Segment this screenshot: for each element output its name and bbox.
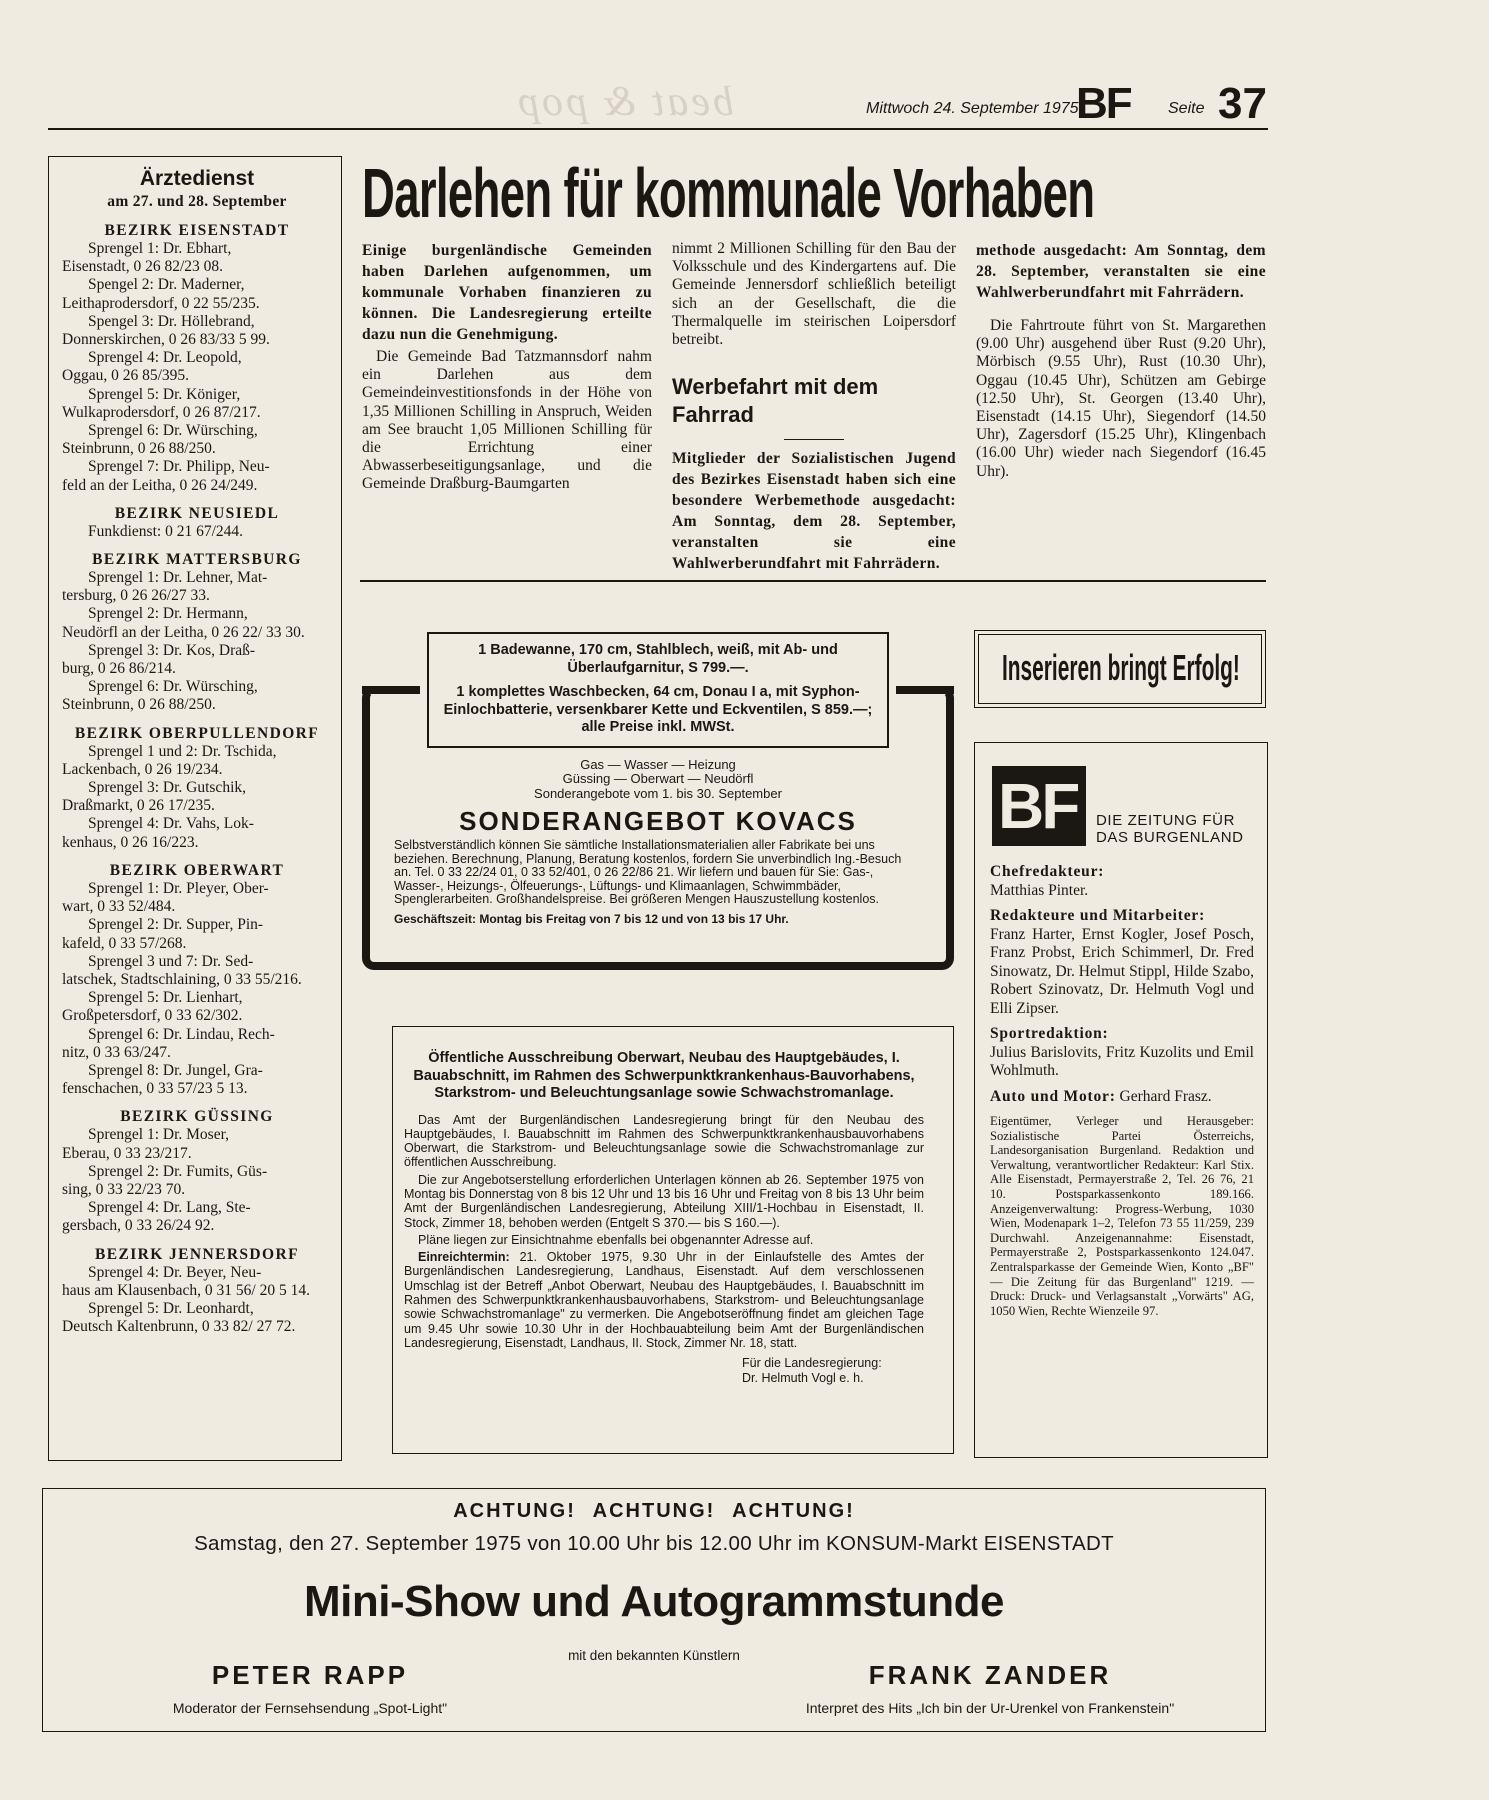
district-heading: BEZIRK JENNERSDORF [95,1245,299,1263]
impressum-owner: Eigentümer, Verleger und Herausgeber: Sozialistische Partei Österreichs, Landesorganisation Burgenland. Redaktion und Verwaltung, verantwortlicher Redakteur: Karl Stix. Alle Eisenstadt, Permayerstraße 2, Tel. 26 76, 21 10. Postsparkassenkonto 189.166. Anzeigenverwaltung: Progress-Werbung, 1030 Wien, Modenapark 1–2, Telefon 73 55 11/259, 239 Durchwahl. Anzeigenannahme: Eisenstadt, Permayerstraße 2, Postsparkassenkonto 124.047. Zentralsparkasse der Gemeinde Wien, Konto „BF" — Die Zeitung für das Burgenland" 1219. — Druck: Druck- und Verlagsanstalt „Vorwärts" AG, 1050 Wien, Rechte Wienzeile 97. [990,1114,1254,1318]
doctor-entry-address: Oggau, 0 26 85/395. [62,367,190,385]
doctor-entry [62,1264,332,1300]
doctor-entry-line: Sprengel 2: Dr. Hermann, [88,605,248,623]
article-col-3 [976,240,1266,481]
doctor-entry-address: haus am Klausenbach, 0 31 56/ 20 5 14. [62,1281,310,1299]
artist-2-name: FRANK ZANDER [868,1660,1112,1690]
doctor-entry-line: Sprengel 2: Dr. Supper, Pin- [88,916,264,934]
article-lead2-cont: methode ausgedacht: Am Sonntag, dem 28. September, veranstalten sie eine Wahlwerberundfahrt mit Fahrrädern. [976,242,1266,301]
doctor-entry-address: burg, 0 26 86/214. [62,660,176,678]
doctor-entry-address: gersbach, 0 33 26/24 92. [62,1217,215,1235]
impressum-red-label: Redakteure und Mitarbeiter: [990,907,1206,924]
district-heading: BEZIRK NEUSIEDL [114,504,280,522]
doctor-entry [62,569,332,605]
doctor-entry-address: Wulkaprodersdorf, 0 26 87/217. [62,403,261,421]
tender-p4 [404,1250,924,1350]
doctor-entry [62,1062,332,1098]
impressum-red: Franz Harter, Ernst Kogler, Josef Posch, Franz Probst, Erich Schimmerl, Dr. Fred Sinowatz, Dr. Helmut Stippl, Hilde Szabo, Robert Szinovatz, Dr. Helmuth Vogl und Elli Zipser. [990,925,1254,1017]
district-heading: BEZIRK MATTERSBURG [92,551,302,569]
doctor-entry [62,605,332,641]
tender-title: Öffentliche Ausschreibung Oberwart, Neubau des Hauptgebäudes, I. Bauabschnitt, im Rahmen des Schwerpunktkrankenhaus-Bauvorhabens, Starkstrom- und Beleuchtungsanlage sowie Schwachstromanlage. [413,1050,915,1101]
artist-1-name: PETER RAPP [211,1660,409,1690]
doctor-entry-address: feld an der Leitha, 0 26 24/249. [62,476,258,494]
doctor-entry-address: Steinbrunn, 0 26 88/250. [62,440,216,458]
kovacs-hours: Geschäftszeit: Montag bis Freitag von 7 bis 12 und von 13 bis 17 Uhr. [394,911,789,926]
district-list [62,221,332,1336]
article-p3: Die Fahrtroute führt von St. Margarethen (9.00 Uhr) ausgehend über Rust (9.20 Uhr), Mörbisch (9.55 Uhr), Rust (10.30 Uhr), Oggau (10.45 Uhr), Schützen am Gebirge (12.50 Uhr), St. Georgen (13.40 Uhr), Eisenstadt (14.15 Uhr), Siegendorf (14.50 Uhr), Zagersdorf (15.25 Uhr), Klingenbach (16.00 Uhr) wieder nach Siegendorf (16.45 Uhr). [976,317,1266,480]
article-lead2: Mitglieder der Sozialistischen Jugend des Bezirkes Eisenstadt haben sich eine besondere Werbemethode ausgedacht: Am Sonntag, dem 28. September, veranstalten sie eine Wahlwerberundfahrt mit Fahrrädern. [672,450,956,573]
doctor-entry-address: Deutsch Kaltenbrunn, 0 33 82/ 27 72. [62,1318,296,1336]
artist-2-desc: Interpret des Hits „Ich bin der Ur-Urenkel von Frankenstein" [805,1700,1175,1716]
doctor-entry-line: Funkdienst: 0 21 67/244. [88,522,244,540]
doctor-entry-address: Steinbrunn, 0 26 88/250. [62,696,216,714]
doctor-entry-line: Sprengel 6: Dr. Lindau, Rech- [88,1025,275,1043]
kovacs-body [394,758,922,927]
tender-p1: Das Amt der Burgenländischen Landesregierung bringt für den Neubau des Hauptgebäudes, I. Bauabschnitt im Rahmen des Schwerpunktkrankenhausbauvorhabens Oberwart, die Starkstrom- und Beleuchtungsanlage sowie die Schwachstromanlage zur öffentlichen Ausschreibung. [404,1112,924,1170]
impressum-tagline-1: DIE ZEITUNG FÜR [1096,812,1235,829]
kovacs-towns: Güssing — Oberwart — Neudörfl [562,771,754,786]
doctor-entry-line: Sprengel 5: Dr. Königer, [88,385,241,403]
doctor-entry [62,1126,332,1162]
doctor-entry-address: tersburg, 0 26 26/27 33. [62,587,210,605]
doctor-entry [62,1199,332,1235]
doctor-entry-address: Lackenbach, 0 26 19/234. [62,760,223,778]
doctor-entry-line: Sprengel 8: Dr. Jungel, Gra- [88,1061,263,1079]
doctor-entry-address: Donnerskirchen, 0 26 83/33 5 99. [62,331,270,349]
doctor-entry-line: Sprengel 3 und 7: Dr. Sed- [88,952,254,970]
tender-deadline-label: Einreichtermin: [418,1250,510,1265]
doctor-entry [62,743,332,779]
doctor-entry [62,815,332,851]
district-heading: BEZIRK OBERPULLENDORF [74,724,320,742]
doctor-entry-line: Sprengel 4: Dr. Vahs, Lok- [88,815,254,833]
kovacs-frame-top-left [362,686,420,694]
doctor-entry-line: Sprengel 5: Dr. Leonhardt, [88,1299,254,1317]
doctor-entry [62,916,332,952]
aerztedienst-subtitle: am 27. und 28. September [107,193,287,210]
page-number: 37 [1218,79,1267,128]
doctor-entry-line: Sprengel 2: Dr. Fumits, Güs- [88,1162,268,1180]
doctor-entry-line: Sprengel 6: Dr. Würsching, [88,678,258,696]
article-col-1 [362,240,652,494]
doctor-entry-line: Sprengel 6: Dr. Würsching, [88,422,258,440]
doctor-entry [62,523,332,541]
doctor-entry-line: Sprengel 4: Dr. Beyer, Neu- [88,1263,262,1281]
doctor-entry-address: fenschachen, 0 33 57/23 5 13. [62,1080,248,1098]
doctor-entry [62,276,332,312]
doctor-entry [62,989,332,1025]
doctor-entry-line: Sprengel 1: Dr. Lehner, Mat- [88,569,268,587]
district-heading: BEZIRK OBERWART [109,861,285,879]
subhead-rule [784,439,844,440]
doctor-entry-address: nitz, 0 33 63/247. [62,1043,171,1061]
doctor-entry-address: Neudörfl an der Leitha, 0 26 22/ 33 30. [62,623,305,641]
doctor-entry-line: Spengel 2: Dr. Maderner, [88,276,245,294]
bottom-with: mit den bekannten Künstlern [568,1648,740,1663]
kovacs-item-2: 1 komplettes Waschbecken, 64 cm, Donau I a, mit Syphon-Einlochbatterie, versenkbarer Kette und Eckventilen, S 859.—; alle Preise inkl. MWSt. [443,684,873,735]
tender-sign-2: Dr. Helmuth Vogl e. h. [742,1370,864,1385]
doctor-entry [62,349,332,385]
inserieren-text: Inserieren bringt Erfolg! [1002,647,1240,688]
impressum-chef-label: Chefredakteur: [990,863,1105,880]
ghost-text: beat & pop [515,79,734,125]
tender-p3: Pläne liegen zur Einsichtnahme ebenfalls bei obgenannter Adresse auf. [418,1232,814,1247]
doctor-entry-address: Eberau, 0 33 23/217. [62,1144,192,1162]
doctor-entry-line: Spengel 3: Dr. Höllebrand, [88,312,255,330]
header-logo: BF [1076,79,1131,128]
doctor-entry-line: Sprengel 1: Dr. Moser, [88,1126,230,1144]
doctor-entry-line: Sprengel 5: Dr. Lienhart, [88,989,243,1007]
doctor-entry-line: Sprengel 1: Dr. Pleyer, Ober- [88,879,269,897]
district-heading: BEZIRK EISENSTADT [104,222,290,239]
article-lead: Einige burgenländische Gemeinden haben Darlehen aufgenommen, um kommunale Vorhaben finanzieren zu können. Die Landesregierung erteilte dazu nun die Genehmigung. [362,242,652,343]
article-headline: Darlehen für kommunale Vorhaben [362,154,1095,232]
header-rule [48,128,1268,130]
article-rule [360,580,1266,582]
doctor-entry-address: wart, 0 33 52/484. [62,898,176,916]
kovacs-text: Selbstverständlich können Sie sämtliche Installationsmaterialien aller Fabrikate bei uns beziehen. Berechnung, Planung, Beratung kostenlos, fordern Sie unverbindlich Ing.-Besuch an. Tel. 0 33 22/24 01, 0 33 52/401, 0 26 22/86 21. Wir liefern und bauen für Sie: Gas-, Wasser-, Heizungs-, Ölfeuerungs-, Lüftungs- und Klimaanlagen, Schwimmbäder, Spenglerarbeiten. Großhandelspreise. Bei größeren Mengen Hauszustellung kostenlos. [394,838,902,907]
kovacs-frame-top-right [896,686,954,694]
doctor-entry-line: Sprengel 7: Dr. Philipp, Neu- [88,458,270,476]
kovacs-period: Sonderangebote vom 1. bis 30. September [534,786,782,801]
doctor-entry-line: Sprengel 1: Dr. Ebhart, [88,240,232,257]
header-date: Mittwoch 24. September 1975 [866,100,1079,117]
impressum-chef: Matthias Pinter. [990,881,1089,899]
article-p2: nimmt 2 Millionen Schilling für den Bau der Volksschule und des Kindergartens auf. Die Gemeinde Jennersdorf schließlich beteiligt sich an der Gesellschaft, die die Thermalquelle im steirischen Loipersdorf betreibt. [672,240,956,349]
doctor-entry [62,1163,332,1199]
doctor-entry [62,422,332,458]
district-heading: BEZIRK GÜSSING [120,1108,274,1126]
doctor-entry-address: Leithaprodersdorf, 0 22 55/235. [62,294,260,312]
tender-content [404,1050,924,1385]
doctor-entry [62,386,332,422]
doctor-entry-address: kenhaus, 0 26 16/223. [62,833,199,851]
bottom-achtung: ACHTUNG! ACHTUNG! ACHTUNG! [453,1500,855,1522]
kovacs-item-1: 1 Badewanne, 170 cm, Stahlblech, weiß, mit Ab- und Überlaufgarnitur, S 799.—. [478,642,838,676]
tender-p2: Die zur Angebotserstellung erforderlichen Unterlagen können ab 26. September 1975 von Montag bis Donnerstag von 8 bis 12 Uhr und 13 bis 16 Uhr und Freitag von 8 bis 13 Uhr beim Amt der Burgenländischen Landesregierung, Abteilung XIII/1-Hochbau in Eisenstadt, II. Stock, Zimmer 18, behoben werden (Entgelt S 370.— bis S 160.—). [404,1172,924,1230]
impressum-auto-name: Gerhard Frasz. [1119,1087,1212,1105]
doctor-entry [62,1026,332,1062]
aerztedienst-column [62,166,332,1336]
impressum-sport-label: Sportredaktion: [990,1025,1109,1042]
impressum-tagline [1096,812,1244,846]
tender-sign-1: Für die Landesregierung: [742,1356,882,1371]
page-label: Seite [1168,100,1205,117]
doctor-entry [62,313,332,349]
kovacs-title: SONDERANGEBOT KOVACS [459,806,857,836]
doctor-entry [62,880,332,916]
doctor-entry [62,678,332,714]
doctor-entry-address: Großpetersdorf, 0 33 62/302. [62,1007,243,1025]
impressum-tagline-2: DAS BURGENLAND [1096,829,1244,846]
kovacs-items [440,642,876,737]
bottom-title: Mini-Show und Autogrammstunde [303,1577,1005,1626]
doctor-entry-address: latschek, Stadtschlaining, 0 33 55/216. [62,970,302,988]
impressum-logo: BF [998,770,1078,842]
doctor-entry-line: Sprengel 1 und 2: Dr. Tschida, [88,742,277,760]
doctor-entry-line: Sprengel 3: Dr. Kos, Draß- [88,641,256,659]
doctor-entry-address: Eisenstadt, 0 26 82/23 08. [62,258,224,276]
impressum-auto [990,1088,1254,1107]
doctor-entry [62,240,332,276]
impressum-auto-label: Auto und Motor: [990,1087,1116,1105]
artist-1-desc: Moderator der Fernsehsendung „Spot-Light" [172,1700,448,1716]
doctor-entry [62,642,332,678]
doctor-entry-address: sing, 0 33 22/23 70. [62,1180,186,1198]
doctor-entry [62,1300,332,1336]
article-p1: Die Gemeinde Bad Tatzmannsdorf nahm ein Darlehen aus dem Gemeindeinvestitionsfonds in der Höhe von 1,35 Millionen Schilling in Anspruch, Weiden am See braucht 1,05 Millionen Schilling für die Errichtung einer Abwasserbeseitigungsanlage, und die Gemeinde Draßburg-Baumgarten [362,348,652,493]
impressum-sport: Julius Barislovits, Fritz Kuzolits und Emil Wohlmuth. [990,1043,1254,1079]
doctor-entry-line: Sprengel 4: Dr. Lang, Ste- [88,1199,251,1217]
kovacs-trades: Gas — Wasser — Heizung [580,757,736,772]
doctor-entry-address: kafeld, 0 33 57/268. [62,934,187,952]
article-subhead: Werbefahrt mit dem Fahrrad [672,374,879,428]
impressum-content [990,856,1254,1318]
doctor-entry [62,779,332,815]
doctor-entry [62,458,332,494]
aerztedienst-title: Ärztedienst [139,167,255,190]
doctor-entry-line: Sprengel 4: Dr. Leopold, [88,349,242,367]
bottom-date-line: Samstag, den 27. September 1975 von 10.00 Uhr bis 12.00 Uhr im KONSUM-Markt EISENSTADT [194,1532,1114,1555]
tender-deadline-text: 21. Oktober 1975, 9.30 Uhr in der Einlaufstelle des Amtes der Burgenländischen Landesregierung, Landhaus, Eisenstadt. Auf dem verschlossenen Umschlag ist der Betreff „Anbot Oberwart, Neubau des Hauptgebäudes, I. Bauabschnitt im Rahmen des Schwerpunktkrankenhausbauvorhabens, Starkstrom- und Beleuchtungsanlage sowie Schwachstromanlage" zu vermerken. Die Angebotseröffnung findet am gleichen Tage um 9.45 Uhr sowie 10.30 Uhr in der Hochbauabteilung beim Amt der Burgenländischen Landesregierung, Eisenstadt, Landhaus, II. Stock, Zimmer Nr. 18, statt. [404,1250,924,1350]
doctor-entry [62,953,332,989]
article-col-2 [672,240,956,573]
doctor-entry-line: Sprengel 3: Dr. Gutschik, [88,779,246,797]
doctor-entry-address: Draßmarkt, 0 26 17/235. [62,797,215,815]
